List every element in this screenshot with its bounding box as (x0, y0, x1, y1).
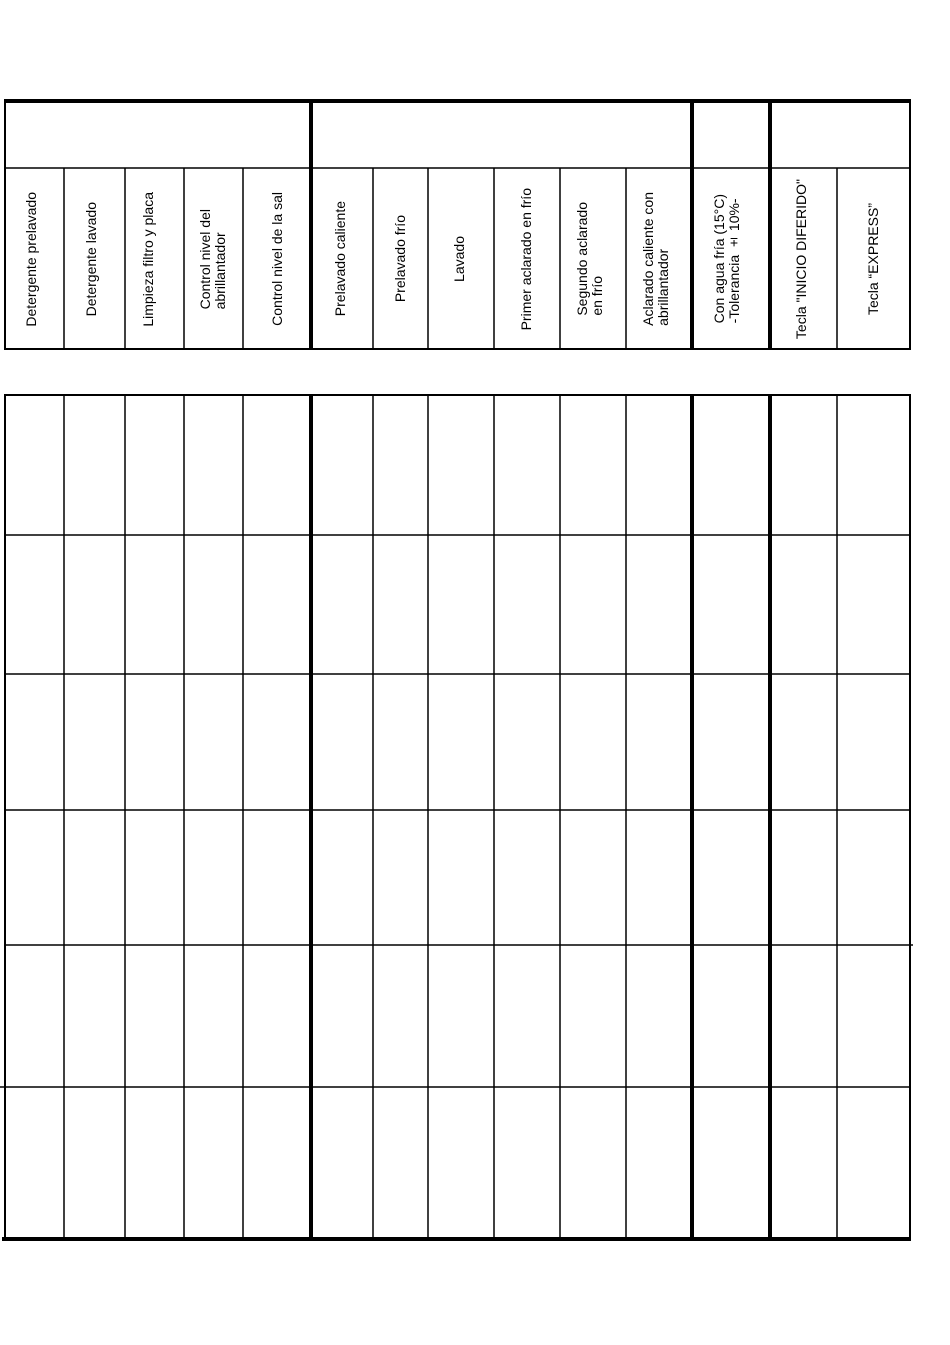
header-label: Detergente lavado (83, 201, 99, 317)
header-cell-lavado (452, 170, 482, 348)
header-cell-control-sal (270, 170, 300, 348)
header-cell-limpieza-filtro (141, 170, 171, 348)
header-cell-prelavado-frio (393, 170, 423, 348)
header-label: Primer aclarado en frío (518, 187, 534, 331)
header-label: Control nivel del abrillantador (197, 208, 228, 310)
header-cell-detergente-lavado (84, 170, 114, 348)
header-cell-control-abrillantador (198, 170, 238, 348)
header-label: Control nivel de la sal (269, 192, 285, 326)
header-label: Prelavado frío (392, 215, 408, 303)
header-label: Tecla "INICIO DIFERIDO" (793, 178, 809, 340)
header-label: Detergente prelavado (23, 191, 39, 327)
header-cell-agua-fria (712, 170, 752, 348)
header-cell-aclarado-caliente (641, 170, 681, 348)
header-cell-prelavado-caliente (333, 170, 363, 348)
header-label: Segundo aclarado en frío (574, 202, 605, 316)
header-label: Lavado (451, 236, 467, 282)
header-label: Prelavado caliente (332, 201, 348, 317)
header-cell-detergente-prelavado (24, 170, 54, 348)
header-label: Con agua fría (15°C) -Tolerancia ± 10%- (711, 194, 742, 324)
header-cell-inicio-diferido (794, 170, 824, 348)
header-label: Limpieza filtro y placa (140, 191, 156, 327)
header-cell-express (866, 170, 896, 348)
header-cell-primer-aclarado (519, 170, 549, 348)
header-label: Tecla “EXPRESS” (865, 202, 881, 316)
header-cell-segundo-aclarado (575, 170, 615, 348)
header-label: Aclarado caliente con abrillantador (640, 192, 671, 326)
